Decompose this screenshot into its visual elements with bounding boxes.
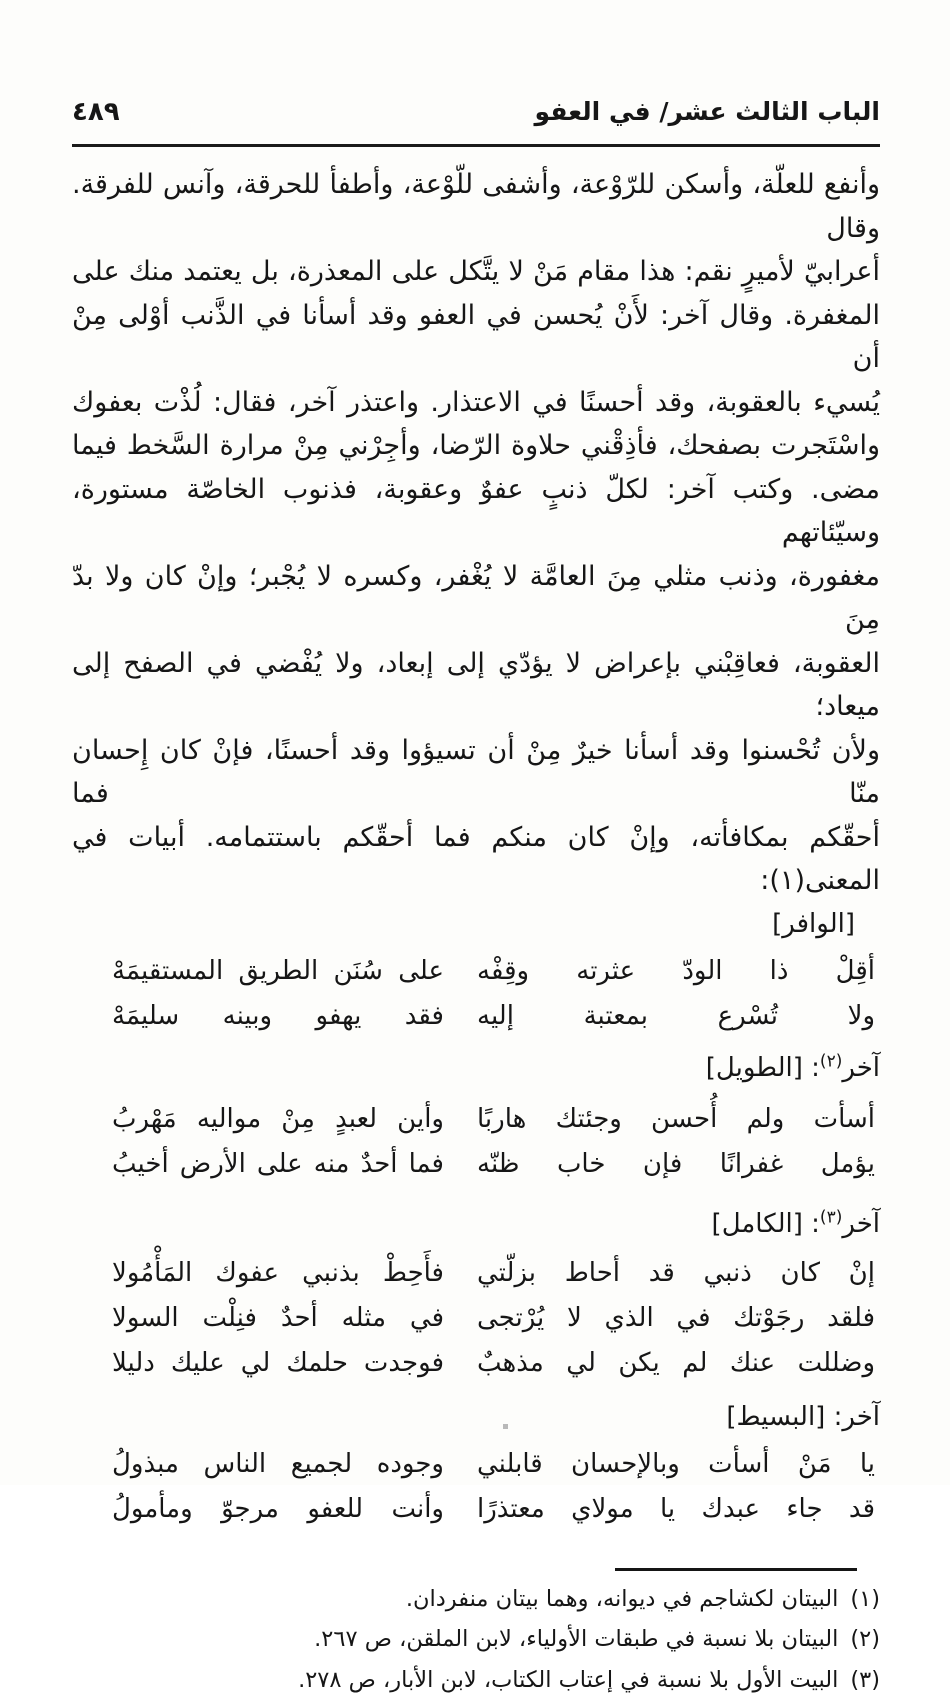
footnote-ref-2: (٢) (820, 1051, 842, 1071)
body-line: مغفورة، وذنب مثلي مِنَ العامَّة لا يُغْفر، وكسره لا يُجْبر؛ وإنْ كان ولا بدّ مِنَ (72, 555, 880, 642)
poem-meter-label-wafir: [الوافر] (72, 907, 855, 941)
poem-wafir (72, 949, 880, 1039)
body-line: يُسيء بالعقوبة، وقد أحسنًا في الاعتذار. واعتذر آخر، فقال: لُذْت بعفوك (72, 381, 880, 425)
footnote (72, 1579, 880, 1620)
poem-heading-basit (72, 1398, 880, 1436)
verse-row (72, 1442, 880, 1487)
footnote-text: البيت الأول بلا نسبة في إعتاب الكتاب، لابن الأبار، ص ٢٧٨. (298, 1660, 838, 1700)
verse-row (72, 1251, 880, 1296)
hemistich-left: على سُنَن الطريق المستقيمَهْ (112, 949, 444, 994)
hemistich-left: فوجدت حلمك لي عليك دليلا (112, 1341, 444, 1386)
verse-row (72, 1142, 880, 1187)
hemistich-left: فما أحدٌ منه على الأرض أخيبُ (112, 1142, 444, 1187)
footnote-number: (٢) (850, 1619, 880, 1660)
chapter-title: الباب الثالث عشر/ في العفو (535, 95, 880, 129)
body-line: أعرابيّ لأميرٍ نقم: هذا مقام مَنْ لا يتَّكل على المعذرة، بل يعتمد منك على (72, 250, 880, 294)
verse-row (72, 1341, 880, 1386)
print-artifact-dot (503, 1424, 508, 1429)
hemistich-right: فلقد رجَوْتك في الذي لا يُرْتجى (477, 1296, 875, 1341)
footnote-text: البيتان لكشاجم في ديوانه، وهما بيتان منفردان. (406, 1579, 839, 1620)
poem-basit (72, 1442, 880, 1532)
poem-meter-label-kamil: [الكامل] (712, 1209, 803, 1239)
hemistich-right: إنْ كان ذنبي قد أحاط بزلّتي (477, 1251, 875, 1296)
poem-intro-colon: : (825, 1402, 842, 1432)
poem-tawil (72, 1097, 880, 1187)
hemistich-left: وجوده لجميع الناس مبذولُ (112, 1442, 444, 1487)
footnote-text: البيتان بلا نسبة في طبقات الأولياء، لابن الملقن، ص ٢٦٧. (314, 1619, 838, 1660)
poem-intro-word: آخر (842, 1209, 880, 1239)
footnote (72, 1619, 880, 1660)
hemistich-right: يؤمل غفرانًا فإن خاب ظنّه (477, 1142, 875, 1187)
body-line: واسْتَجرت بصفحك، فأذِقْني حلاوة الرّضا، وأجِرْني مِنْ مرارة السَّخط فيما (72, 424, 880, 468)
header-rule (72, 144, 880, 147)
hemistich-left: فقد يهفو وبينه سليمَهْ (112, 994, 444, 1039)
poem-kamil (72, 1251, 880, 1386)
footnotes (72, 1579, 880, 1700)
poem-heading-tawil (72, 1049, 880, 1087)
page-number: ٤٨٩ (72, 95, 120, 129)
body-line: ولأن تُحْسنوا وقد أسأنا خيرٌ مِنْ أن تسيؤوا وقد أحسنًا، فإنْ كان إِحسان منّا فما (72, 729, 880, 816)
verse-row (72, 1487, 880, 1532)
hemistich-left: وأين لعبدٍ مِنْ مواليه مَهْربُ (112, 1097, 444, 1142)
poem-intro-colon: : (803, 1209, 820, 1239)
footnote-number: (١) (850, 1579, 880, 1620)
poem-intro-word: آخر (842, 1402, 880, 1432)
body-line: وأنفع للعلّة، وأسكن للرّوْعة، وأشفى للّوْعة، وأطفأ للحرقة، وآنس للفرقة. وقال (72, 163, 880, 250)
page-header (72, 95, 880, 129)
poem-meter-label-basit: [البسيط] (726, 1402, 825, 1432)
footnote-number: (٣) (850, 1660, 880, 1700)
body-text (72, 163, 880, 903)
hemistich-left: فأَحِطْ بذنبي عفوك المَأْمُولا (112, 1251, 444, 1296)
body-line: المغفرة. وقال آخر: لأَنْ يُحسن في العفو وقد أسأنا في الذَّنب أوْلى مِنْ أن (72, 294, 880, 381)
hemistich-right: يا مَنْ أسأت وبالإحسان قابلني (477, 1442, 875, 1487)
footnote (72, 1660, 880, 1700)
footnote-ref-3: (٣) (820, 1207, 842, 1227)
hemistich-right: ولا تُسْرع بمعتبة إليه (477, 994, 875, 1039)
hemistich-right: أسأت ولم أُحسن وجئتك هاربًا (477, 1097, 875, 1142)
hemistich-right: قد جاء عبدك يا مولاي معتذرًا (477, 1487, 875, 1532)
verse-row (72, 1097, 880, 1142)
poem-meter-label-tawil: [الطويل] (706, 1053, 803, 1083)
body-line: العقوبة، فعاقِبْني بإعراض لا يؤدّي إلى إبعاد، ولا يُفْضي في الصفح إلى ميعاد؛ (72, 642, 880, 729)
poem-intro-word: آخر (842, 1053, 880, 1083)
hemistich-left: وأنت للعفو مرجوّ ومأمولُ (112, 1487, 444, 1532)
verse-row (72, 1296, 880, 1341)
body-line: مضى. وكتب آخر: لكلّ ذنبٍ عفوٌ وعقوبة، فذنوب الخاصّة مستورة، وسيّئاتهم (72, 468, 880, 555)
poem-heading-kamil (72, 1205, 880, 1243)
hemistich-right: أقِلْ ذا الودّ عثرته وقِفْه (477, 949, 875, 994)
verse-row (72, 949, 880, 994)
body-line: أحقّكم بمكافأته، وإنْ كان منكم فما أحقّكم باستتمامه. أبيات في المعنى(١): (72, 816, 880, 903)
verse-row (72, 994, 880, 1039)
poem-intro-colon: : (803, 1053, 820, 1083)
footnote-separator (615, 1568, 857, 1571)
hemistich-left: في مثله أحدٌ فنِلْت السولا (112, 1296, 444, 1341)
hemistich-right: وضللت عنك لم يكن لي مذهبٌ (477, 1341, 875, 1386)
